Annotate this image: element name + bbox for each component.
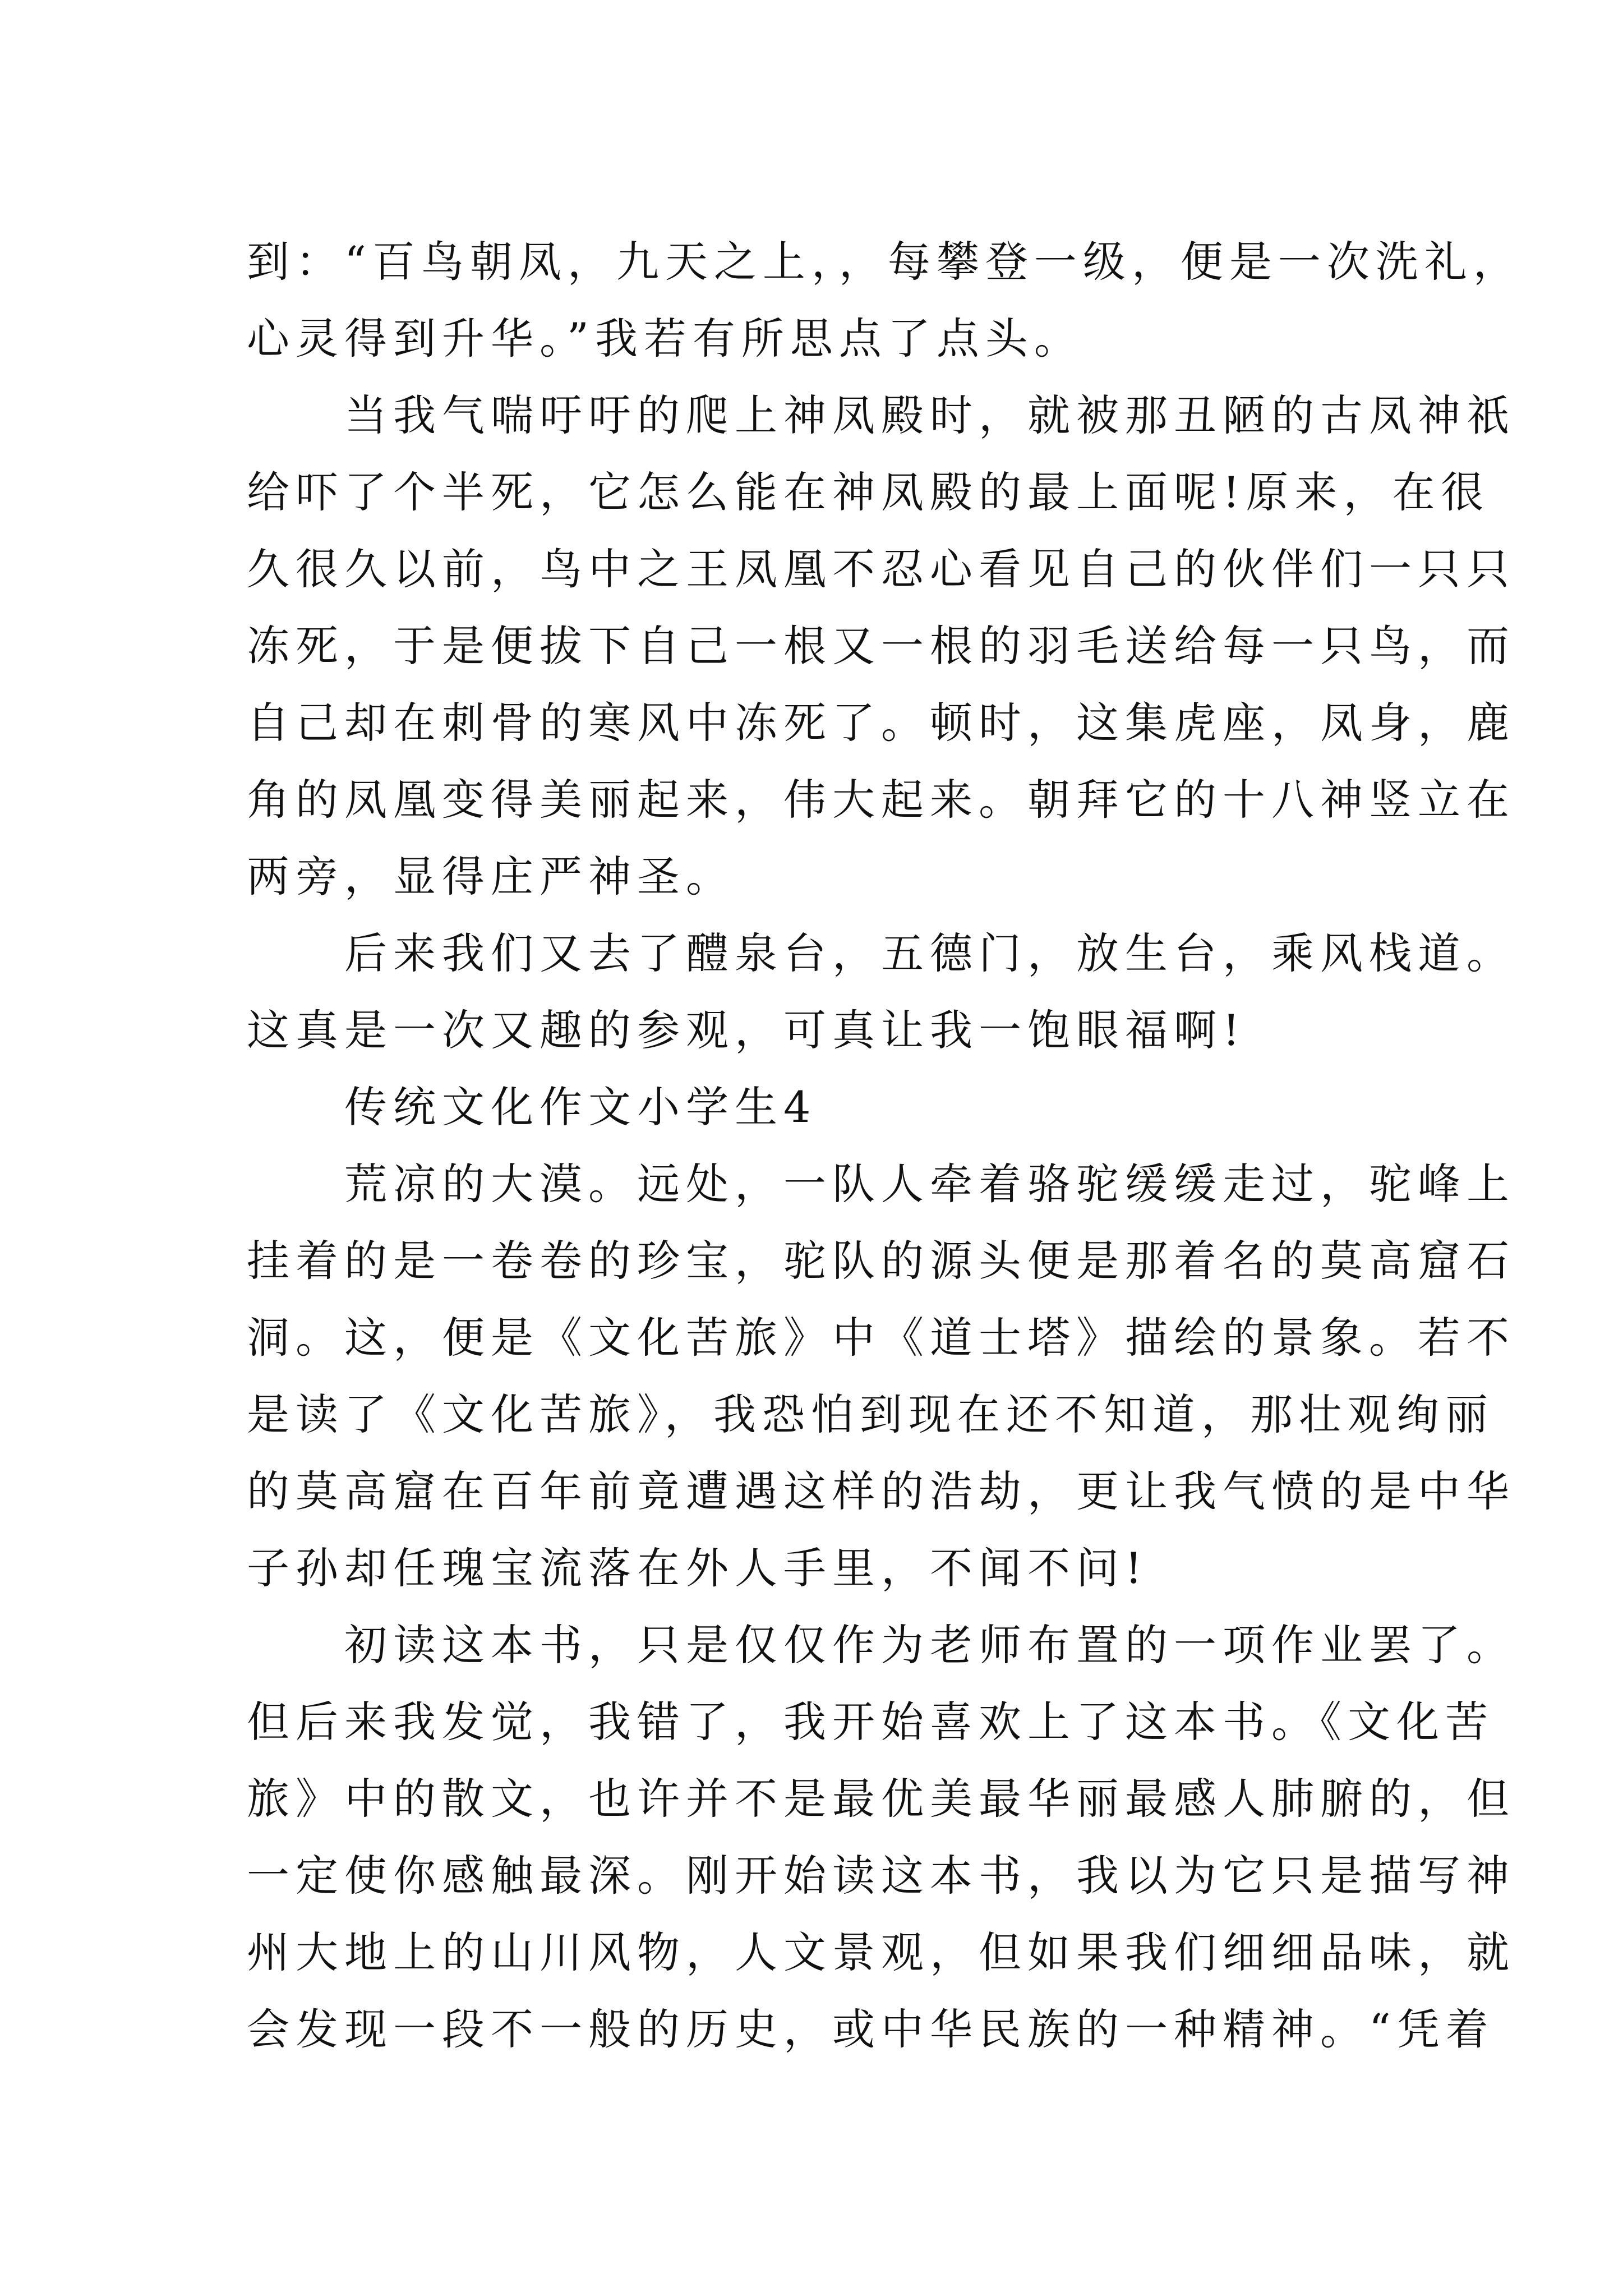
text-line: 自己却在刺骨的寒风中冻死了。顿时，这集虎座，凤身，鹿 <box>247 698 1515 748</box>
text-line: 冻死，于是便拔下自己一根又一根的羽毛送给每一只鸟，而 <box>247 621 1515 671</box>
text-line: 角的凤凰变得美丽起来，伟大起来。朝拜它的十八神竖立在 <box>247 775 1515 825</box>
text-line: 旅》中的散文，也许并不是最优美最华丽最感人肺腑的，但 <box>247 1774 1515 1824</box>
text-line: 洞。这，便是《文化苦旅》中《道士塔》描绘的景象。若不 <box>247 1313 1515 1363</box>
text-line: 后来我们又去了醴泉台，五德门，放生台，乘风栈道。 <box>247 928 1515 978</box>
text-line: 给吓了个半死，它怎么能在神凤殿的最上面呢!原来，在很 <box>247 467 1490 517</box>
text-line: 初读这本书，只是仅仅作为老师布置的一项作业罢了。 <box>247 1620 1515 1670</box>
text-line: 但后来我发觉，我错了，我开始喜欢上了这本书。《文化苦 <box>247 1697 1494 1747</box>
text-line: 是读了《文化苦旅》，我恐怕到现在还不知道，那壮观绚丽 <box>247 1389 1494 1439</box>
text-line: 子孙却任瑰宝流落在外人手里，不闻不问! <box>247 1543 1149 1593</box>
text-line: 当我气喘吁吁的爬上神凤殿时，就被那丑陋的古凤神祇 <box>247 390 1515 440</box>
text-line: 这真是一次又趣的参观，可真让我一饱眼福啊! <box>247 1005 1246 1055</box>
section-heading: 传统文化作文小学生4 <box>247 1082 817 1132</box>
text-line: 心灵得到升华。”我若有所思点了点头。 <box>247 314 1083 364</box>
text-line: 久很久以前，鸟中之王凤凰不忍心看见自己的伙伴们一只只 <box>247 544 1515 594</box>
text-line: 州大地上的山川风物，人文景观，但如果我们细细品味，就 <box>247 1927 1515 1977</box>
text-line: 荒凉的大漠。远处，一队人牵着骆驼缓缓走过，驼峰上 <box>247 1159 1515 1209</box>
text-line: 两旁，显得庄严神圣。 <box>247 852 735 901</box>
text-line: 一定使你感触最深。刚开始读这本书，我以为它只是描写神 <box>247 1851 1515 1901</box>
text-line: 挂着的是一卷卷的珍宝，驼队的源头便是那着名的莫高窟石 <box>247 1236 1515 1286</box>
text-line: 到：“百鸟朝凤，九天之上，，每攀登一级，便是一次洗礼， <box>247 237 1522 287</box>
text-line: 会发现一段不一般的历史，或中华民族的一种精神。“凭着 <box>247 2004 1495 2054</box>
document-body <box>247 223 1522 2068</box>
text-line: 的莫高窟在百年前竟遭遇这样的浩劫，更让我气愤的是中华 <box>247 1466 1515 1516</box>
